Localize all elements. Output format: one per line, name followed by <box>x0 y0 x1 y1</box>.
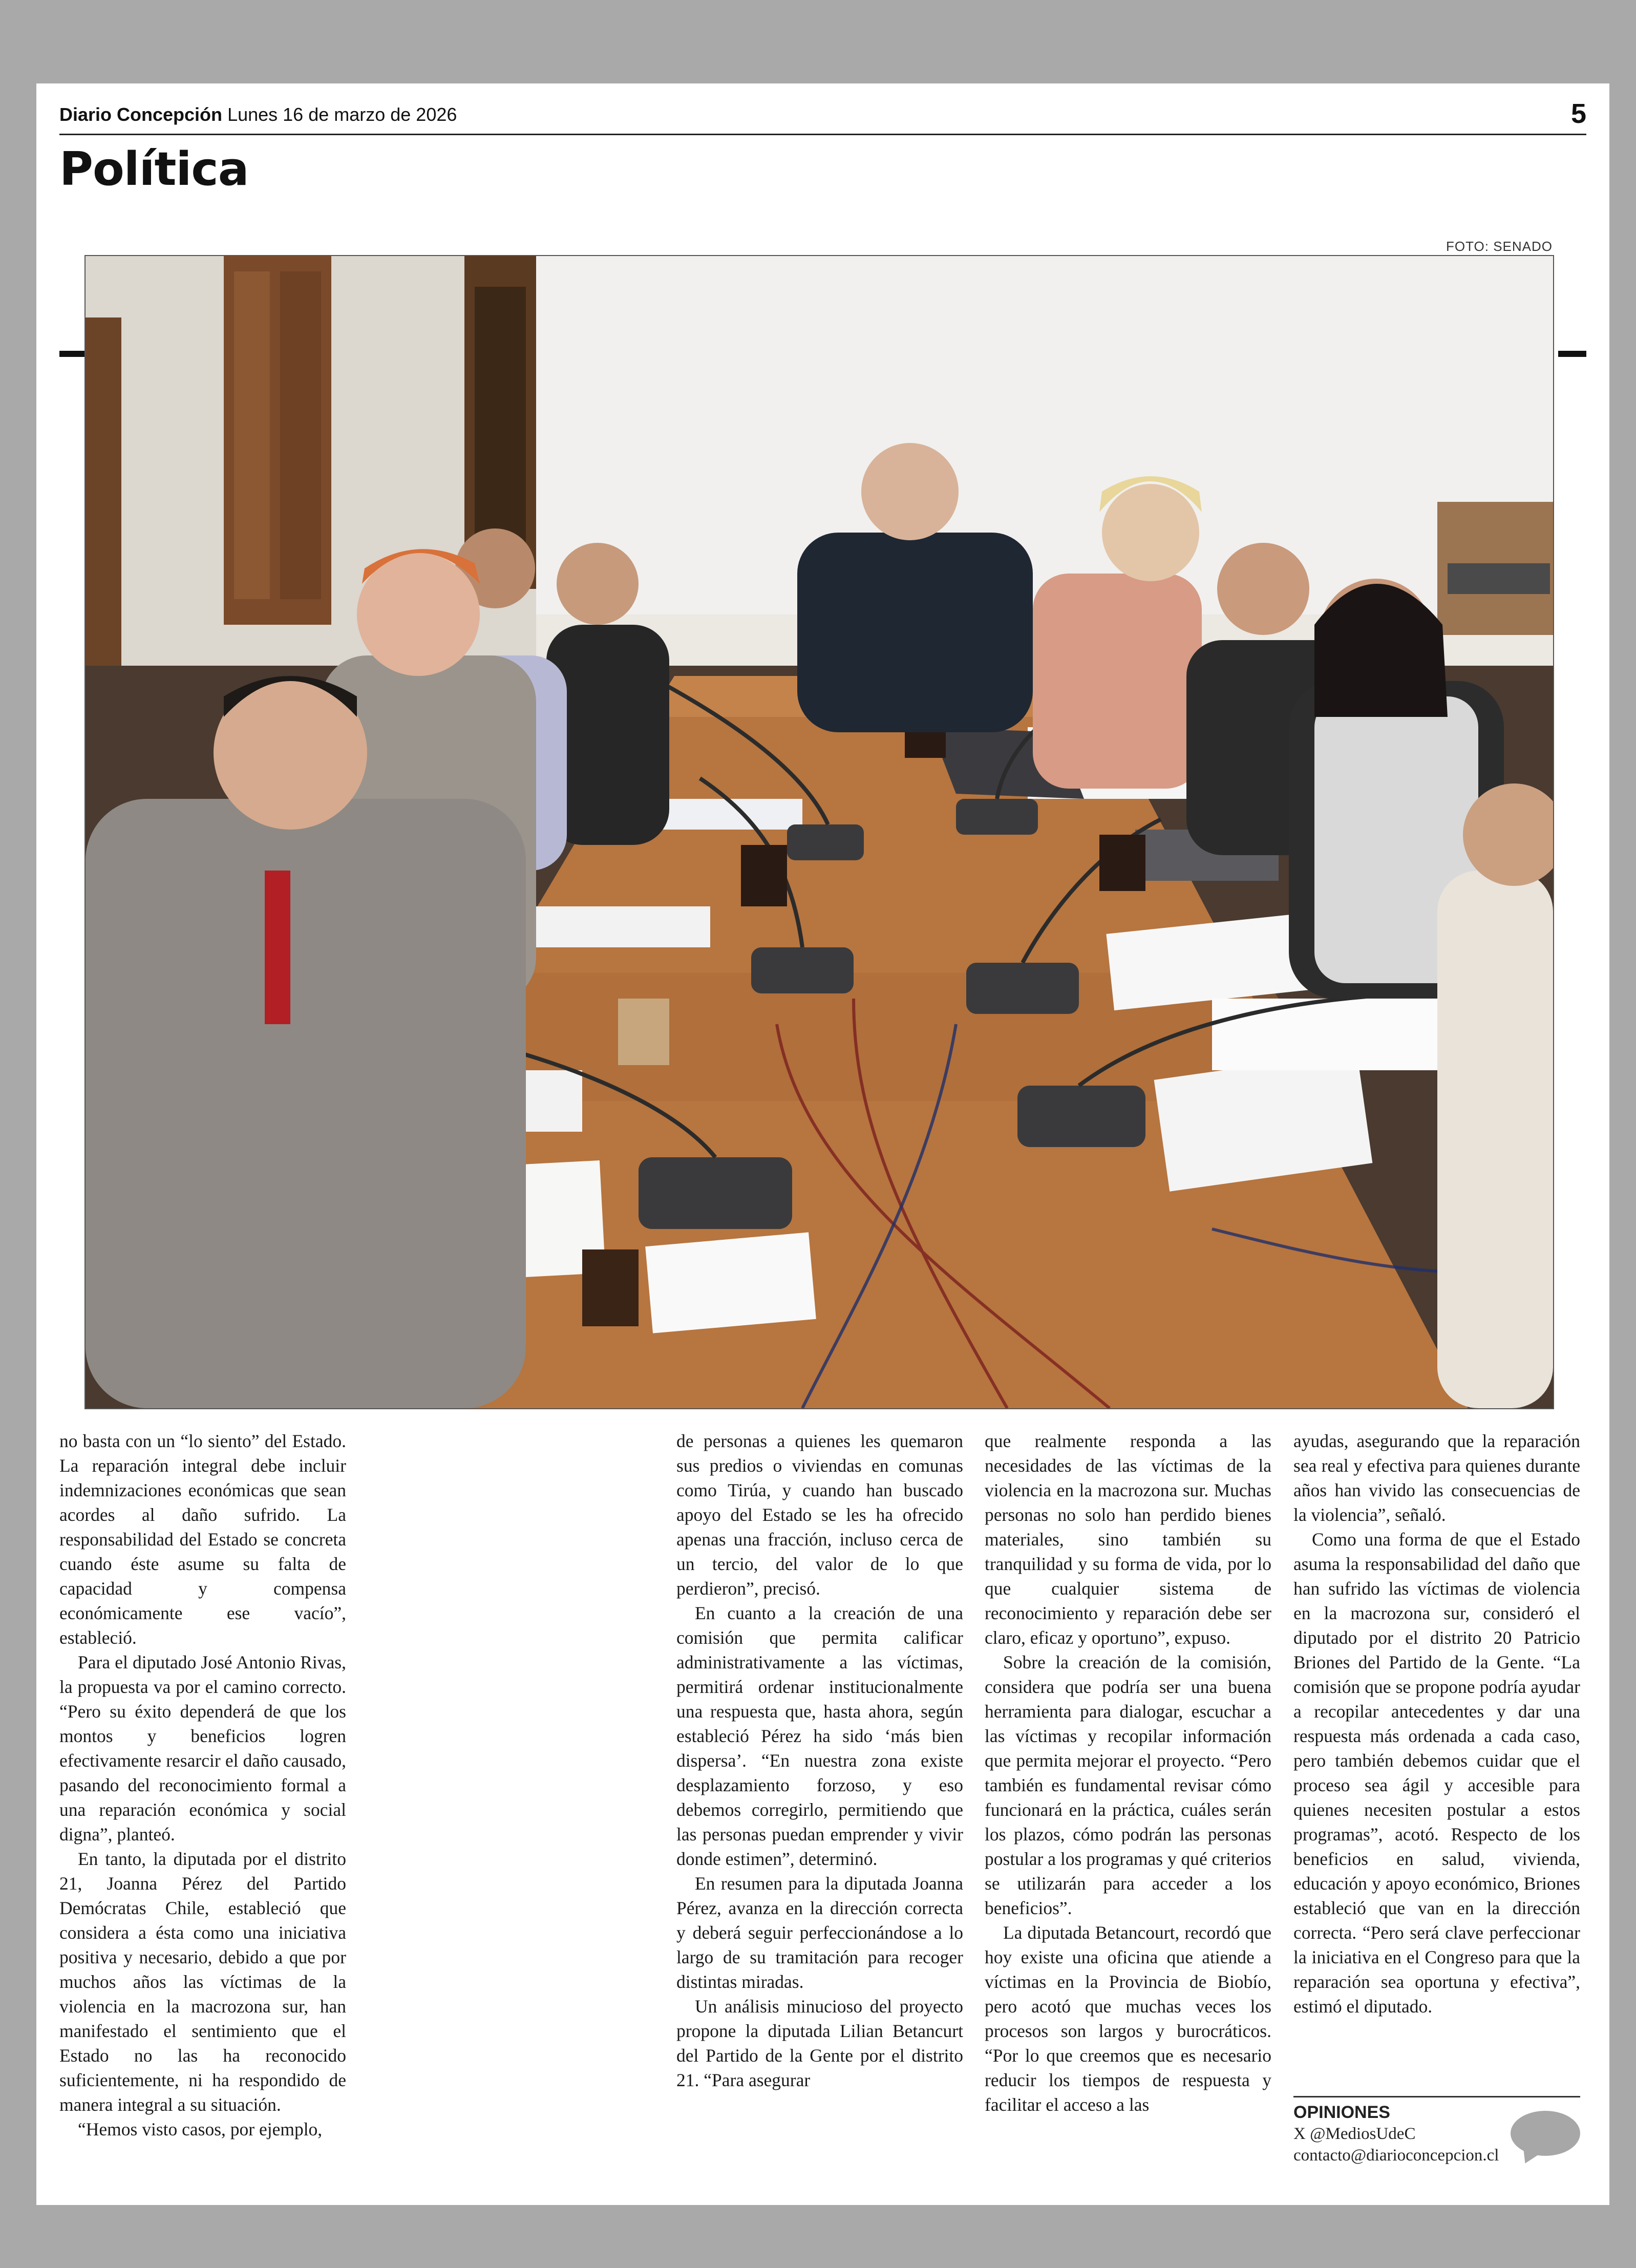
newspaper-name: Diario Concepción <box>59 104 223 125</box>
paragraph: Un análisis minucioso del proyecto propone la diputada Lilian Betancurt del Partido de la Gente por el distrito 21. “Para asegurar <box>676 1996 963 2090</box>
paragraph: que realmente responda a las necesidades de las víctimas de la violencia en la macrozona sur. Muchas personas no solo han perdido bienes materiales, sino también su tranquilidad y su forma de vida, por lo que cualquier sistema de reconocimiento y reparación debe ser claro, eficaz y oportuno”, expuso. <box>985 1431 1271 1648</box>
paragraph: En cuanto a la creación de una comisión que permita calificar administrativamente a las víctimas, permitirá ordenar institucionalmente una respuesta que, hasta ahora, según estableció Pérez ha sido ‘más bien dispersa’. “En nuestra zona existe desplazamiento forzoso, y eso debemos corregirlo, permitiendo que las personas puedan emprender y vivir donde estimen”, determinó. <box>676 1603 963 1869</box>
photo-credit: FOTO: SENADO <box>1446 239 1553 254</box>
paragraph: La diputada Betancourt, recordó que hoy existe una oficina que atiende a víctimas en la Provincia de Biobío, pero acotó que muchas veces los procesos son largos y burocráticos. “Por lo que creemos que es necesario reducir los tiempos de respuesta y facilitar el acceso a las <box>985 1922 1271 2115</box>
paragraph: ayudas, asegurando que la reparación sea real y efectiva para quienes durante años han vivido las consecuencias de la violencia”, señaló. <box>1293 1431 1580 1525</box>
page-number: 5 <box>1570 98 1586 129</box>
section-title: Política <box>59 142 249 196</box>
meeting-photo <box>84 255 1554 1409</box>
paragraph: Sobre la creación de la comisión, considera que podría ser una buena herramienta para dialogar, escuchar a las víctimas y recopilar información que permita mejorar el proyecto. “Pero también es fundamental revisar cómo funcionará en la práctica, cuáles serán los plazos, cómo podrán las personas postular a los programas y qué criterios se utilizarán para acceder a los beneficios”. <box>985 1652 1271 1918</box>
paragraph: En resumen para la diputada Joanna Pérez, avanza en la dirección correcta y deberá seguir perfeccionándose a lo largo de su tramitación para recoger distintas miradas. <box>676 1873 963 1992</box>
speech-bubble-icon <box>1511 2111 1580 2156</box>
newspaper-page <box>36 83 1609 2205</box>
opinions-email[interactable]: contacto@diarioconcepcion.cl <box>1293 2146 1499 2165</box>
paragraph: “Hemos visto casos, por ejemplo, <box>78 2119 323 2139</box>
article-column-1 <box>59 1429 346 2142</box>
opinions-title: OPINIONES <box>1293 2103 1390 2122</box>
section-rule-right <box>1558 351 1586 357</box>
paragraph: no basta con un “lo siento” del Estado. La reparación integral debe incluir indemnizaciones económicas que sean acordes al daño sufrido. La responsabilidad del Estado se concreta cuando éste asume su falta de capacidad y compensa económicamente ese vacío”, estableció. <box>59 1431 346 1648</box>
article-column-4 <box>1293 1429 1580 2019</box>
section-rule-left <box>59 351 88 357</box>
paragraph: En tanto, la diputada por el distrito 21, Joanna Pérez del Partido Demócratas Chile, estableció que considera a ésta como una iniciativa positiva y necesario, debido a que por muchos años las víctimas de la violencia en la macrozona sur, han manifestado el sentimiento que el Estado no las ha reconocido suficientemente, ni ha respondido de manera integral a su situación. <box>59 1849 346 2115</box>
paragraph: Como una forma de que el Estado asuma la responsabilidad del daño que han sufrido las víctimas de violencia en la macrozona sur, consideró el diputado por el distrito 20 Patricio Briones del Partido de la Gente. “La comisión que se propone podría ayudar a recopilar antecedentes y dar una respuesta más ordenada a cada caso, pero también debemos cuidar que el proceso sea ágil y accesible para quienes necesiten postular a estos programas”, acotó. Respecto de los beneficios en salud, vivienda, educación y apoyo económico, Briones estableció que van en la dirección correcta. “Pero será clave perfeccionar la iniciativa en el Congreso para que la reparación sea oportuna y efectiva”, estimó el diputado. <box>1293 1529 1580 2017</box>
paragraph: Para el diputado José Antonio Rivas, la propuesta va por el camino correcto. “Pero su éxito dependerá de que los montos y beneficios logren efectivamente resarcir el daño causado, pasando del reconocimiento formal a una reparación económica y social digna”, planteó. <box>59 1652 346 1845</box>
masthead <box>59 98 1586 135</box>
opinions-handle[interactable]: X @MediosUdeC <box>1293 2125 1416 2143</box>
article-column-2 <box>676 1429 963 2092</box>
paragraph: de personas a quienes les quemaron sus predios o viviendas en comunas como Tirúa, y cuando han buscado apoyo del Estado se les ha ofrecido apenas una fracción, incluso cerca de un tercio, del valor de lo que perdieron”, precisó. <box>676 1431 963 1599</box>
article-column-3 <box>985 1429 1271 2117</box>
issue-date: Lunes 16 de marzo de 2026 <box>227 104 457 125</box>
opinions-box <box>1293 2096 1580 2166</box>
